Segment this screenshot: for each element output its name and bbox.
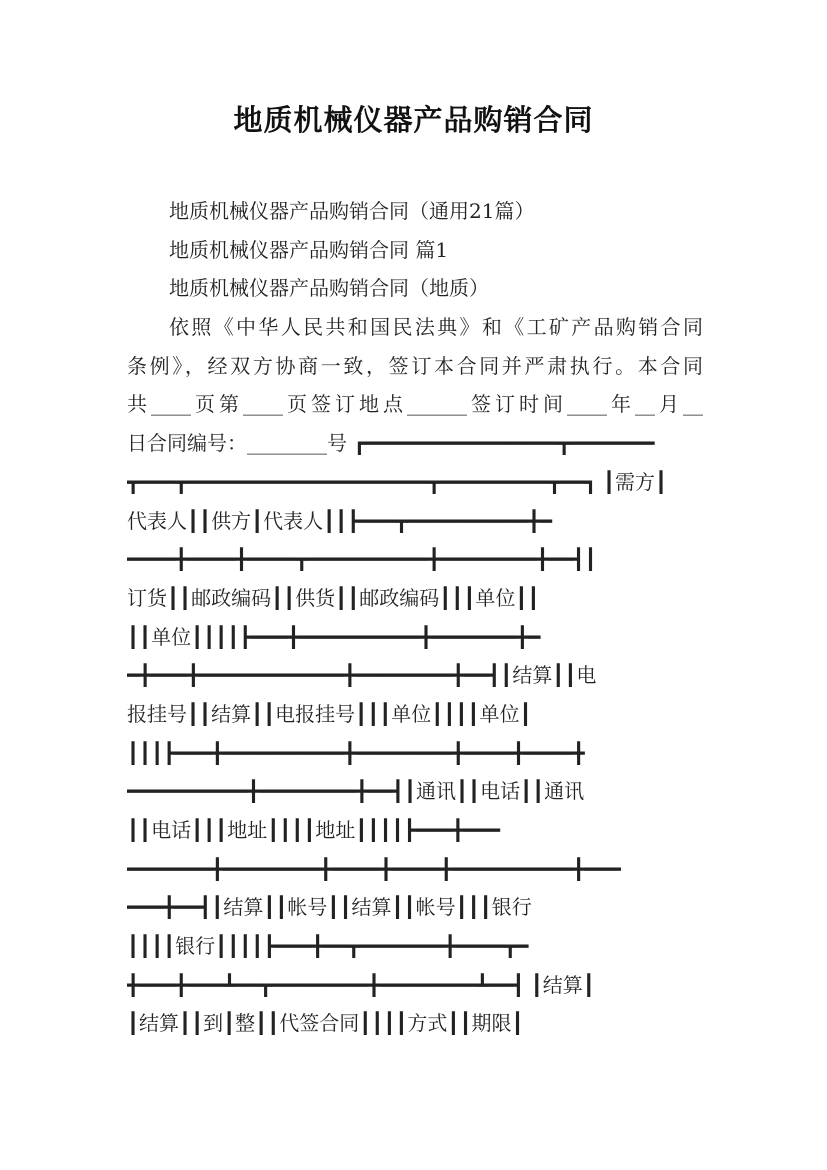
body-line: 代表人┃┃供方┃代表人┃┃┣━━━┳━━━━━━━━━━╋━ bbox=[127, 508, 552, 533]
body-line: ┃┃┃┃银行┃┃┃┃┣━━━╋━━┳━━━━━━━╋━━━━┳━ bbox=[127, 934, 529, 959]
body-line: ━━━━━━━━━━╋━━━━━━━━╋━━┫┃通讯┃┃电话┃┃通讯 bbox=[127, 779, 585, 804]
document-title: 地质机械仪器产品购销合同 bbox=[233, 103, 594, 137]
body-line: 依照《中华人民共和国民法典》和《工矿产品购销合同 bbox=[169, 315, 703, 340]
body-line: 日合同编号：________号 ┏━━━━━━━━━━━━━━━━┳━━━━━━━ bbox=[127, 431, 655, 456]
body-line: 共____页第____页签订地点______签订时间____年__月__ bbox=[127, 392, 703, 417]
body-line: 条例》，经双方协商一致，签订本合同并严肃执行。本合同 bbox=[127, 353, 703, 378]
body-line: ┃┃电话┃┃┃地址┃┃┃┃地址┃┃┃┃┣━━━╋━━━ bbox=[127, 818, 500, 842]
body-line: ━━━━━━━╋━━━━━━━━╋━━━━╋━━━━╋━━━━━━━━━━╋━━━ bbox=[127, 856, 621, 881]
body-line: ╋━━━╋━━━┻━━┳━━━━━━━━╋━━━━━━━━┻━━┫ ┃结算┃ bbox=[127, 972, 595, 997]
document-body bbox=[127, 192, 703, 1043]
body-line: 报挂号┃┃结算┃┃电报挂号┃┃┃单位┃┃┃┃单位┃ bbox=[127, 701, 532, 726]
body-line: ┃┃┃┣━━━╋━━━━━━━━━━╋━━━━━━━━╋━━━━╋━━━━╋ bbox=[127, 740, 585, 765]
body-line: ┳━━━┳━━━━━━━━━━━━━━━━━━━━┳━━━━━━━━━┳━━┓ ┃需方┃ bbox=[127, 469, 668, 494]
body-line: ┃结算┃┃到┃整┃┃代签合同┃┃┃┃方式┃┃期限┃ bbox=[127, 1011, 524, 1036]
body-line: ━━━━╋━━━━╋━━━━┳━━━━━━━━━━╋━━━━━━━━╋━━┫┃ bbox=[127, 547, 597, 572]
body-line: 订货┃┃邮政编码┃┃供货┃┃邮政编码┃┃┃单位┃┃ bbox=[127, 585, 540, 610]
body-line: ┃┃单位┃┃┃┃┣━━━╋━━━━━━━━━━╋━━━━━━━╋━ bbox=[127, 624, 541, 649]
body-line: ━━━╋━━┫┃结算┃┃帐号┃┃结算┃┃帐号┃┃┃银行 bbox=[127, 895, 532, 920]
body-line: 地质机械仪器产品购销合同（通用21篇） bbox=[169, 199, 535, 223]
body-line: ━╋━━━╋━━━━━━━━━━━━╋━━━━━━━━╋━━┫┃结算┃┃电 bbox=[127, 663, 597, 688]
body-line: 地质机械仪器产品购销合同 篇1 bbox=[169, 237, 449, 262]
body-line: 地质机械仪器产品购销合同（地质） bbox=[169, 276, 489, 301]
